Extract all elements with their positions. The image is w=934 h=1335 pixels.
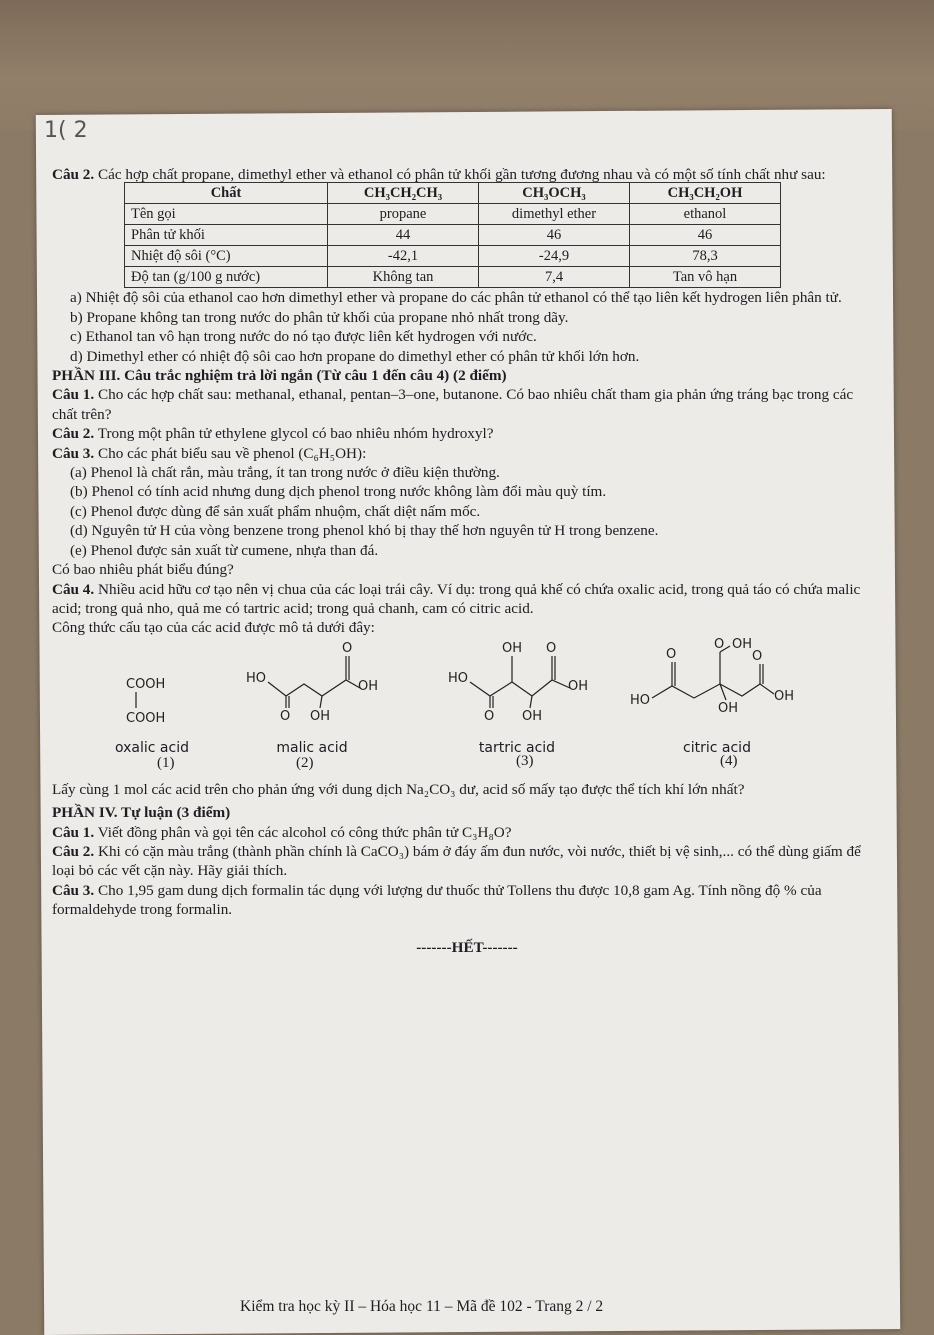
acid-name: citric acid [683,740,751,757]
table-cell: Độ tan (g/100 g nước) [125,267,328,288]
table-header: CH₃CH₂OH [630,183,781,204]
table-cell: 46 [630,225,781,246]
atom-label: O [714,637,725,652]
atom-label: COOH [126,676,166,692]
malic-acid-structure [242,638,382,759]
atom-label: OH [502,640,523,656]
q2-statement-c: c) Ethanol tan vô hạn trong nước do nó tạo được liên kết hydrogen với nước. [70,328,537,346]
table-cell: -42,1 [328,246,479,267]
atom-label: OH [718,700,739,716]
table-cell: propane [328,204,479,225]
table-header: Chất [125,183,328,204]
citric-acid-drawing [622,638,812,734]
atom-label: O [484,708,495,724]
atom-label: O [280,708,291,724]
q2-statement-a: a) Nhiệt độ sôi của ethanol cao hơn dimethyl ether và propane do các phân tử ethanol có thể tạo liên kết hydrogen liên phân tử. [70,289,842,307]
atom-label: OH [568,678,589,694]
p3-q3-item-c: (c) Phenol được dùng để sản xuất phẩm nhuộm, chất diệt nấm mốc. [70,502,481,520]
table-row [125,267,781,288]
acid-number: (3) [516,752,534,769]
acid-number: (2) [296,754,314,771]
atom-label: HO [246,670,267,686]
p3-q3-item-e: (e) Phenol được sản xuất từ cumene, nhựa than đá. [70,541,379,559]
table-cell: 44 [328,225,479,246]
p3-q4-ask: Lấy cùng 1 mol các acid trên cho phản ứng với dung dịch Na₂CO₃ dư, acid số mấy tạo được thể tích khí lớn nhất? [52,780,745,798]
atom-label: O [546,640,557,656]
table-row [125,204,781,225]
table-cell: -24,9 [479,246,630,267]
table-cell: 7,4 [479,267,630,288]
table-row [125,225,781,246]
q2-statement-b: b) Propane không tan trong nước do phân tử khối của propane nhỏ nhất trong dãy. [70,308,569,326]
table-cell: 78,3 [630,246,781,267]
p3-q4-struct: Công thức cấu tạo của các acid được mô tả dưới đây: [52,619,375,637]
oxalic-acid-drawing [112,668,192,734]
atom-label: O [342,640,353,656]
table-cell: Tên gọi [125,204,328,225]
tartric-acid-structure [442,638,592,759]
table-cell: ethanol [630,204,781,225]
atom-label: OH [774,688,795,704]
atom-label: OH [732,637,753,652]
p3-q3-item-d: (d) Nguyên tử H của vòng benzene trong phenol khó bị thay thế hơn nguyên tử H trong benzene. [70,522,659,540]
table-row [125,246,781,267]
atom-label: OH [522,708,543,724]
oxalic-acid-structure [112,668,192,759]
acid-number: (1) [157,754,175,771]
acid-name: tartric acid [478,740,556,757]
malic-acid-drawing [242,638,382,734]
p3-q3-ask: Có bao nhiêu phát biểu đúng? [52,561,234,579]
p4-question-1: Câu 1. Viết đồng phân và gọi tên các alcohol có công thức phân tử C₃H₈O? [52,823,512,841]
p3-question-2: Câu 2. Trong một phân tử ethylene glycol có bao nhiêu nhóm hydroxyl? [52,425,494,443]
citric-acid-structure [622,638,812,759]
atom-label: HO [630,692,651,708]
p3-q3-item-a: (a) Phenol là chất rắn, màu trắng, ít tan trong nước ở điều kiện thường. [70,464,500,482]
p3-question-3: Câu 3. Cho các phát biểu sau về phenol (C₆H₅OH): [52,444,367,462]
table-cell: 46 [479,225,630,246]
table-cell: Phân tử khối [125,225,328,246]
table-header: CH₃CH₂CH₃ [328,183,479,204]
table-cell: Không tan [328,267,479,288]
handwritten-note: 1( 2 [44,118,88,143]
atom-label: HO [448,670,469,686]
acid-name: malic acid [276,740,348,757]
tartric-acid-drawing [442,638,592,734]
table-cell: dimethyl ether [479,204,630,225]
atom-label: O [752,648,763,664]
q2-intro: Câu 2. Các hợp chất propane, dimethyl ether và ethanol có phân tử khối gần tương đương nhau và có một số tính chất như sau: [52,166,826,183]
atom-label: OH [310,708,331,724]
acid-number: (4) [720,752,738,769]
atom-label: COOH [126,710,166,726]
atom-label: O [666,646,677,662]
q2-statement-d: d) Dimethyl ether có nhiệt độ sôi cao hơn propane do dimethyl ether có phân tử khối lớn hơn. [70,347,640,365]
p3-question-1: Câu 1. Cho các hợp chất sau: methanal, ethanal, pentan–3–one, butanone. Có bao nhiêu chất tham gia phản ứng tráng bạc trong các chất trên? [52,386,854,423]
acid-structures [52,637,882,771]
part3-title: PHẦN III. Câu trắc nghiệm trả lời ngắn (Từ câu 1 đến câu 4) (2 điểm) [52,367,507,385]
p3-q3-item-b: (b) Phenol có tính acid nhưng dung dịch phenol trong nước không làm đổi màu quỳ tím. [70,483,607,501]
properties-table [124,182,781,288]
table-cell: Tan vô hạn [630,267,781,288]
table-header-row [125,183,781,204]
page-footer: Kiểm tra học kỳ II – Hóa học 11 – Mã đề 102 - Trang 2 / 2 [240,1298,604,1315]
table-cell: Nhiệt độ sôi (°C) [125,246,328,267]
end-mark: -------HẾT------- [416,938,518,956]
acid-name: oxalic acid [115,740,189,757]
exam-content [52,165,882,957]
part4-title: PHẦN IV. Tự luận (3 điểm) [52,804,231,822]
table-header: CH₃OCH₃ [479,183,630,204]
p4-question-3: Câu 3. Cho 1,95 gam dung dịch formalin tác dụng với lượng dư thuốc thử Tollens thu được 10,8 gam Ag. Tính nồng độ % của formaldehyde trong formalin. [52,881,822,919]
p3-question-4: Câu 4. Nhiều acid hữu cơ tạo nên vị chua của các loại trái cây. Ví dụ: trong quả khế có chứa oxalic acid, trong quả táo có chứa malic acid; trong quả nho, quả me có tartric acid; trong quả chanh, cam có citric acid. [52,580,861,617]
p4-question-2: Câu 2. Khi có cặn màu trắng (thành phần chính là CaCO₃) bám ở đáy ấm đun nước, vòi nước, thiết bị vệ sinh,... có thể dùng giấm để loại bỏ các vết cặn này. Hãy giải thích. [52,842,861,880]
atom-label: OH [358,678,379,694]
